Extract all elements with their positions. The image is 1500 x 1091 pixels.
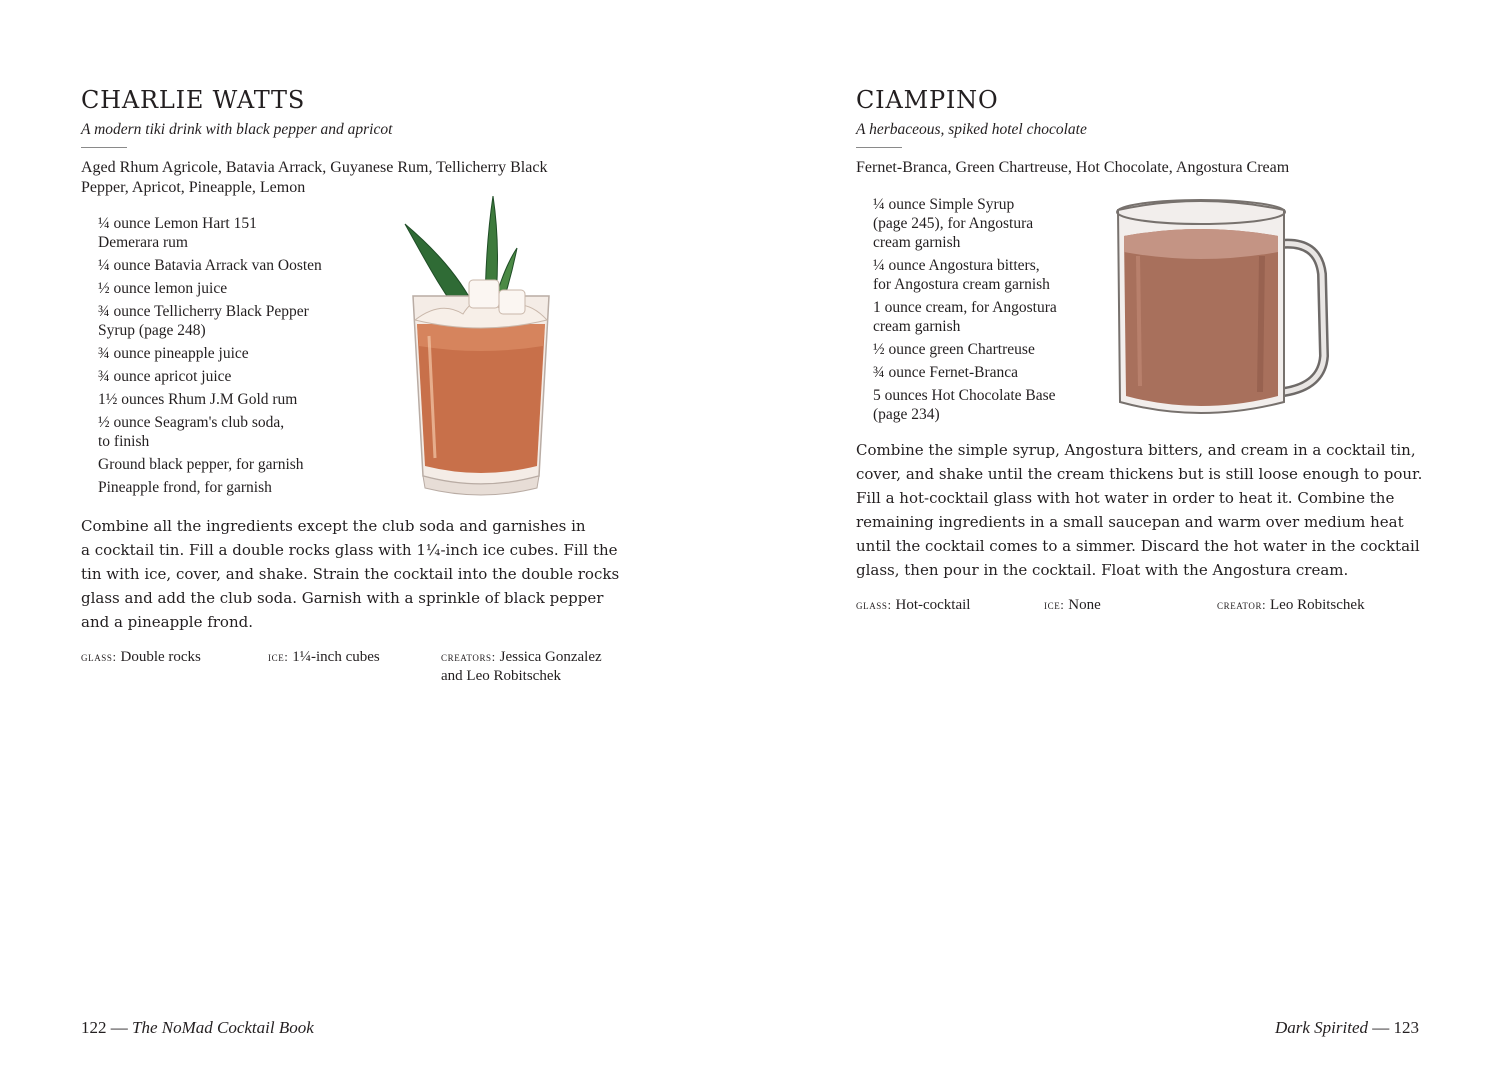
- ingredient-item: ¾ ounce pineapple juice: [98, 345, 249, 362]
- ingredient-list: [98, 214, 322, 501]
- rocks-glass-cocktail-illustration: [401, 196, 561, 506]
- recipe-meta: [856, 595, 1426, 617]
- recipe-subtitle: A modern tiki drink with black pepper and apricot: [81, 121, 393, 138]
- ingredient-item: ¾ ounce apricot juice: [98, 368, 232, 385]
- ingredient-item: ¾ ounce Fernet-Branca: [873, 364, 1019, 381]
- ingredient-item: ¾ ounce Tellicherry Black Pepper Syrup (page 248): [98, 303, 309, 339]
- recipe-title: CIAMPINO: [856, 86, 999, 114]
- ingredient-item: 1½ ounces Rhum J.M Gold rum: [98, 391, 298, 408]
- page-number: 123: [1393, 1018, 1419, 1037]
- recipe-meta: [81, 647, 626, 687]
- page-footer: 122 — The NoMad Cocktail Book: [81, 1018, 314, 1037]
- ingredient-item: 1 ounce cream, for Angostura cream garnish: [873, 299, 1057, 335]
- spirits-line: Fernet-Branca, Green Chartreuse, Hot Chocolate, Angostura Cream: [856, 159, 1290, 176]
- ingredient-item: Ground black pepper, for garnish: [98, 456, 304, 473]
- recipe-subtitle: A herbaceous, spiked hotel chocolate: [856, 121, 1087, 138]
- ingredient-item: ¼ ounce Simple Syrup (page 245), for Angostura cream garnish: [873, 196, 1034, 251]
- ingredient-item: ¼ ounce Angostura bitters, for Angostura cream garnish: [873, 257, 1050, 293]
- glass-mug-hot-chocolate-illustration: [1112, 196, 1334, 426]
- glass-info: glass: Hot-cocktail: [856, 597, 971, 613]
- ice-info: ice: None: [1044, 597, 1101, 613]
- page-footer: Dark Spirited — 123: [1274, 1018, 1419, 1037]
- ingredient-item: ¼ ounce Batavia Arrack van Oosten: [98, 257, 322, 274]
- ingredient-item: ½ ounce green Chartreuse: [873, 341, 1035, 358]
- creator-info: creators: Jessica Gonzalez and Leo Robitschek: [441, 649, 602, 684]
- section-title: Dark Spirited: [1274, 1018, 1368, 1037]
- spirits-line: Pepper, Apricot, Pineapple, Lemon: [81, 179, 306, 196]
- ingredient-item: ½ ounce Seagram's club soda, to finish: [98, 414, 285, 450]
- recipe-method: Combine the simple syrup, Angostura bitters, and cream in a cocktail tin, cover, and shake until the cream thickens but is still loose enough to pour. Fill a hot-cocktail glass with hot water in order to heat it. Combine the remaining ingredients in a small saucepan and warm over medium heat until the cocktail comes to a simmer. Discard the hot water in the cocktail glass, then pour in the cocktail. Float with the Angostura cream.: [856, 441, 1423, 579]
- glass-info: glass: Double rocks: [81, 649, 201, 665]
- title-rule: [856, 147, 902, 148]
- recipe-title: CHARLIE WATTS: [81, 86, 306, 114]
- ice-info: ice: 1¼-inch cubes: [268, 649, 380, 665]
- page-number: 122: [81, 1018, 107, 1037]
- book-title: The NoMad Cocktail Book: [132, 1018, 314, 1037]
- creator-info: creator: Leo Robitschek: [1217, 597, 1365, 613]
- ingredient-list: [873, 195, 1057, 428]
- title-rule: [81, 147, 127, 148]
- ingredient-item: Pineapple frond, for garnish: [98, 479, 272, 496]
- spirits-line: Aged Rhum Agricole, Batavia Arrack, Guyanese Rum, Tellicherry Black: [81, 159, 548, 176]
- spirits-list: [856, 158, 1289, 178]
- ingredient-item: ¼ ounce Lemon Hart 151 Demerara rum: [98, 215, 257, 251]
- ingredient-item: ½ ounce lemon juice: [98, 280, 228, 297]
- recipe-method: Combine all the ingredients except the club soda and garnishes in a cocktail tin. Fill a double rocks glass with 1¼-inch ice cubes. Fill the tin with ice, cover, and shake. Strain the cocktail into the double rocks glass and add the club soda. Garnish with a sprinkle of black pepper and a pineapple frond.: [81, 517, 620, 631]
- ingredient-item: 5 ounces Hot Chocolate Base (page 234): [873, 387, 1056, 423]
- spirits-list: [81, 158, 547, 198]
